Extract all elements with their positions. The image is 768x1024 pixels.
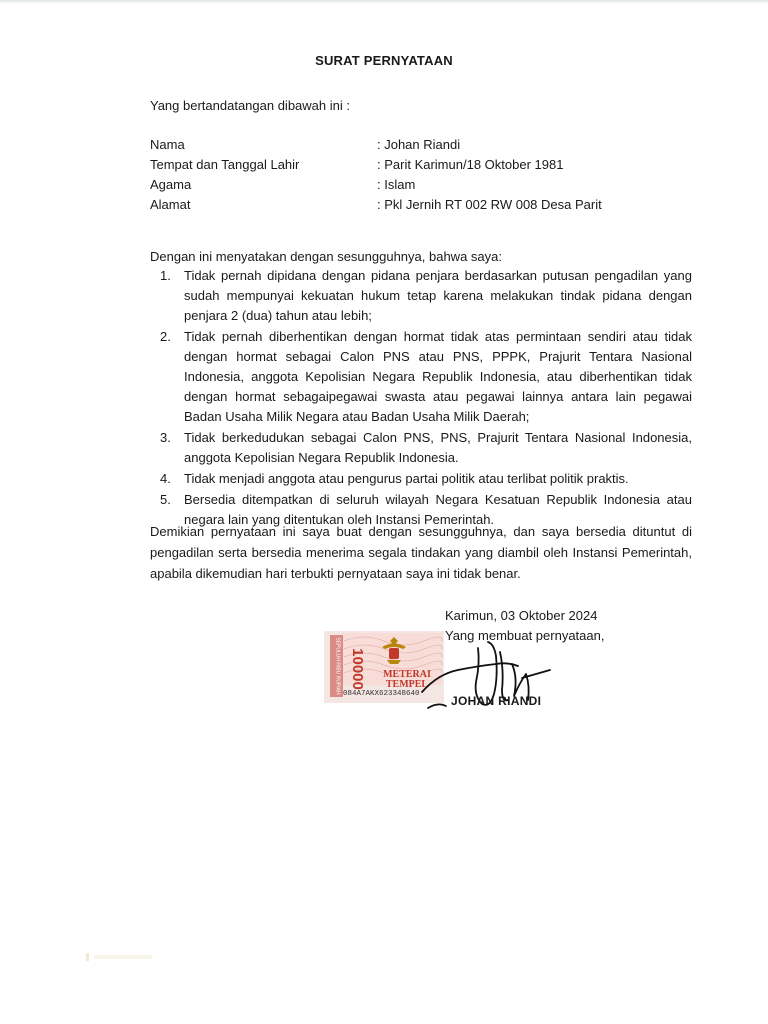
statement-list (150, 266, 692, 531)
statement-item-number: 4. (160, 471, 171, 486)
identity-value: : Islam (377, 177, 416, 192)
statement-item-text: Tidak pernah diberhentikan dengan hormat tidak atas permintaan sendiri atau tidak dengan hormat sebagai Calon PNS atau PNS, PPPK, Prajurit Tentara Nasional Indonesia, anggota Kepolisian Negara Republik Indonesia, atau diberhentikan tidak dengan hormat sebagaipegawai swasta atau pegawai lainnya antara lain pegawai Badan Usaha Milik Negara atau Badan Usaha Milik Daerah; (184, 329, 692, 424)
identity-label: Agama (150, 177, 192, 192)
identity-row-religion (150, 175, 650, 195)
statement-item-text: Bersedia ditempatkan di seluruh wilayah Negara Kesatuan Republik Indonesia atau negara lain yang ditentukan oleh Instansi Pemerintah. (184, 492, 692, 527)
statement-item-number: 3. (160, 430, 171, 445)
stamp-side-text: SEPULUH RIBU RUPIAH (334, 637, 341, 695)
statement-item (150, 428, 692, 468)
signature-stroke (428, 704, 446, 708)
identity-value: : Pkl Jernih RT 002 RW 008 Desa Parit (377, 197, 602, 212)
signature-stroke (422, 663, 518, 692)
stamp-serial-number: 084A7AKX623348640 (343, 690, 420, 698)
scan-artifact-mark (86, 950, 156, 964)
identity-value: : Parit Karimun/18 Oktober 1981 (377, 157, 564, 172)
intro-text: Yang bertandatangan dibawah ini : (150, 98, 350, 113)
stamp-value-text: 10000 (349, 648, 366, 690)
identity-row-birth (150, 155, 650, 175)
statement-item (150, 469, 692, 489)
statement-item-number: 1. (160, 268, 171, 283)
identity-label: Alamat (150, 197, 191, 212)
identity-value: : Johan Riandi (377, 137, 461, 152)
closing-paragraph: Demikian pernyataan ini saya buat dengan sesungguhnya, dan saya bersedia dituntut di pengadilan serta bersedia menerima segala tindakan yang diambil oleh Instansi Pemerintah, apabila dikemudian hari terbukti pernyataan saya ini tidak benar. (150, 524, 692, 581)
statement-item-text: Tidak pernah dipidana dengan pidana penjara berdasarkan putusan pengadilan yang sudah mempunyai kekuatan hukum tetap karena melakukan tindak pidana dengan penjara 2 (dua) tahun atau lebih; (184, 268, 692, 323)
document-title: SURAT PERNYATAAN (315, 53, 453, 68)
statement-item (150, 327, 692, 427)
identity-label: Tempat dan Tanggal Lahir (150, 157, 300, 172)
signatory-name: JOHAN RIANDI (451, 694, 542, 708)
sign-maker-label: Yang membuat pernyataan, (445, 628, 605, 643)
statement-item-text: Tidak menjadi anggota atau pengurus partai politik atau terlibat politik praktis. (184, 471, 629, 486)
stamp-label-tempel: TEMPEL (385, 679, 429, 690)
statement-intro: Dengan ini menyatakan dengan sesungguhnya, bahwa saya: (150, 249, 502, 264)
statement-item (150, 266, 692, 326)
identity-row-name (150, 135, 650, 155)
identity-row-address (150, 195, 650, 215)
stamp-label-meterai: METERAI (383, 669, 431, 680)
identity-block (150, 135, 650, 215)
sign-place-date: Karimun, 03 Oktober 2024 (445, 608, 598, 623)
statement-item-number: 5. (160, 492, 171, 507)
statement-item-text: Tidak berkedudukan sebagai Calon PNS, PNS, Prajurit Tentara Nasional Indonesia, anggota Kepolisian Negara Republik Indonesia. (184, 430, 692, 465)
statement-item-number: 2. (160, 329, 171, 344)
identity-label: Nama (150, 137, 185, 152)
